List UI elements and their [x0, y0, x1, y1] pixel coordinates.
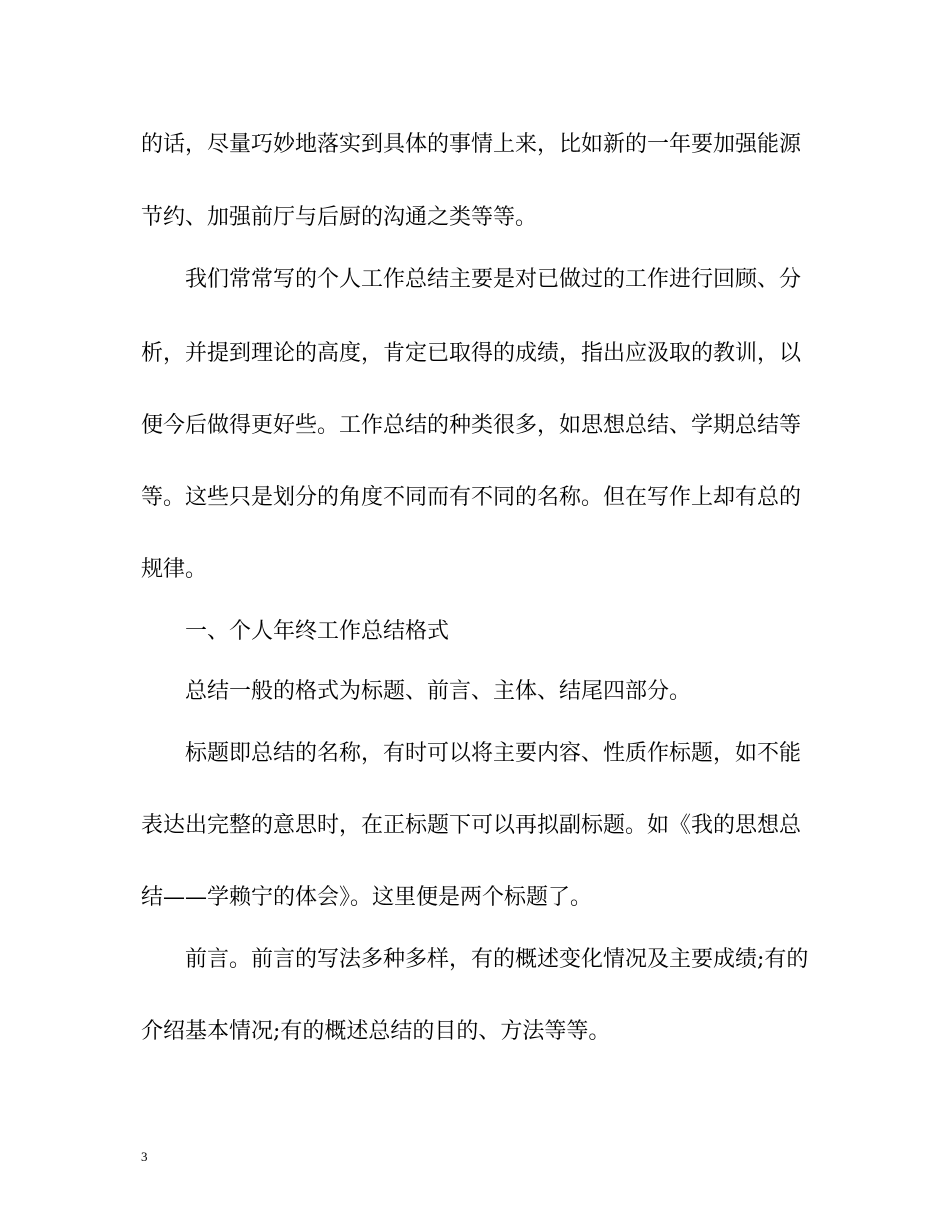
section-heading: 一、个人年终工作总结格式 [185, 619, 450, 644]
body-text-line: 等。这些只是划分的角度不同而有不同的名称。但在写作上却有总的 [141, 485, 802, 510]
paragraph-first-line: 标题即总结的名称，有时可以将主要内容、性质作标题，如不能 [185, 741, 802, 766]
body-text-line: 结——学赖宁的体会》。这里便是两个标题了。 [141, 885, 593, 910]
body-text-line: 析，并提到理论的高度，肯定已取得的成绩，指出应汲取的教训，以 [141, 341, 802, 366]
body-text-line: 介绍基本情况;有的概述总结的目的、方法等等。 [141, 1019, 611, 1044]
body-text-line: 规律。 [141, 557, 208, 582]
body-text-line: 节约、加强前厅与后厨的沟通之类等等。 [141, 205, 538, 230]
paragraph-first-line: 前言。前言的写法多种多样，有的概述变化情况及主要成绩;有的 [185, 947, 809, 972]
paragraph-first-line: 总结一般的格式为标题、前言、主体、结尾四部分。 [185, 679, 692, 704]
body-text-line: 便今后做得更好些。工作总结的种类很多，如思想总结、学期总结等 [141, 413, 802, 438]
body-text-line: 表达出完整的意思时，在正标题下可以再拟副标题。如《我的思想总 [141, 813, 802, 838]
page-number: 3 [141, 1149, 148, 1164]
body-text-line: 的话，尽量巧妙地落实到具体的事情上来，比如新的一年要加强能源 [141, 132, 802, 157]
paragraph-first-line: 我们常常写的个人工作总结主要是对已做过的工作进行回顾、分 [185, 267, 802, 292]
